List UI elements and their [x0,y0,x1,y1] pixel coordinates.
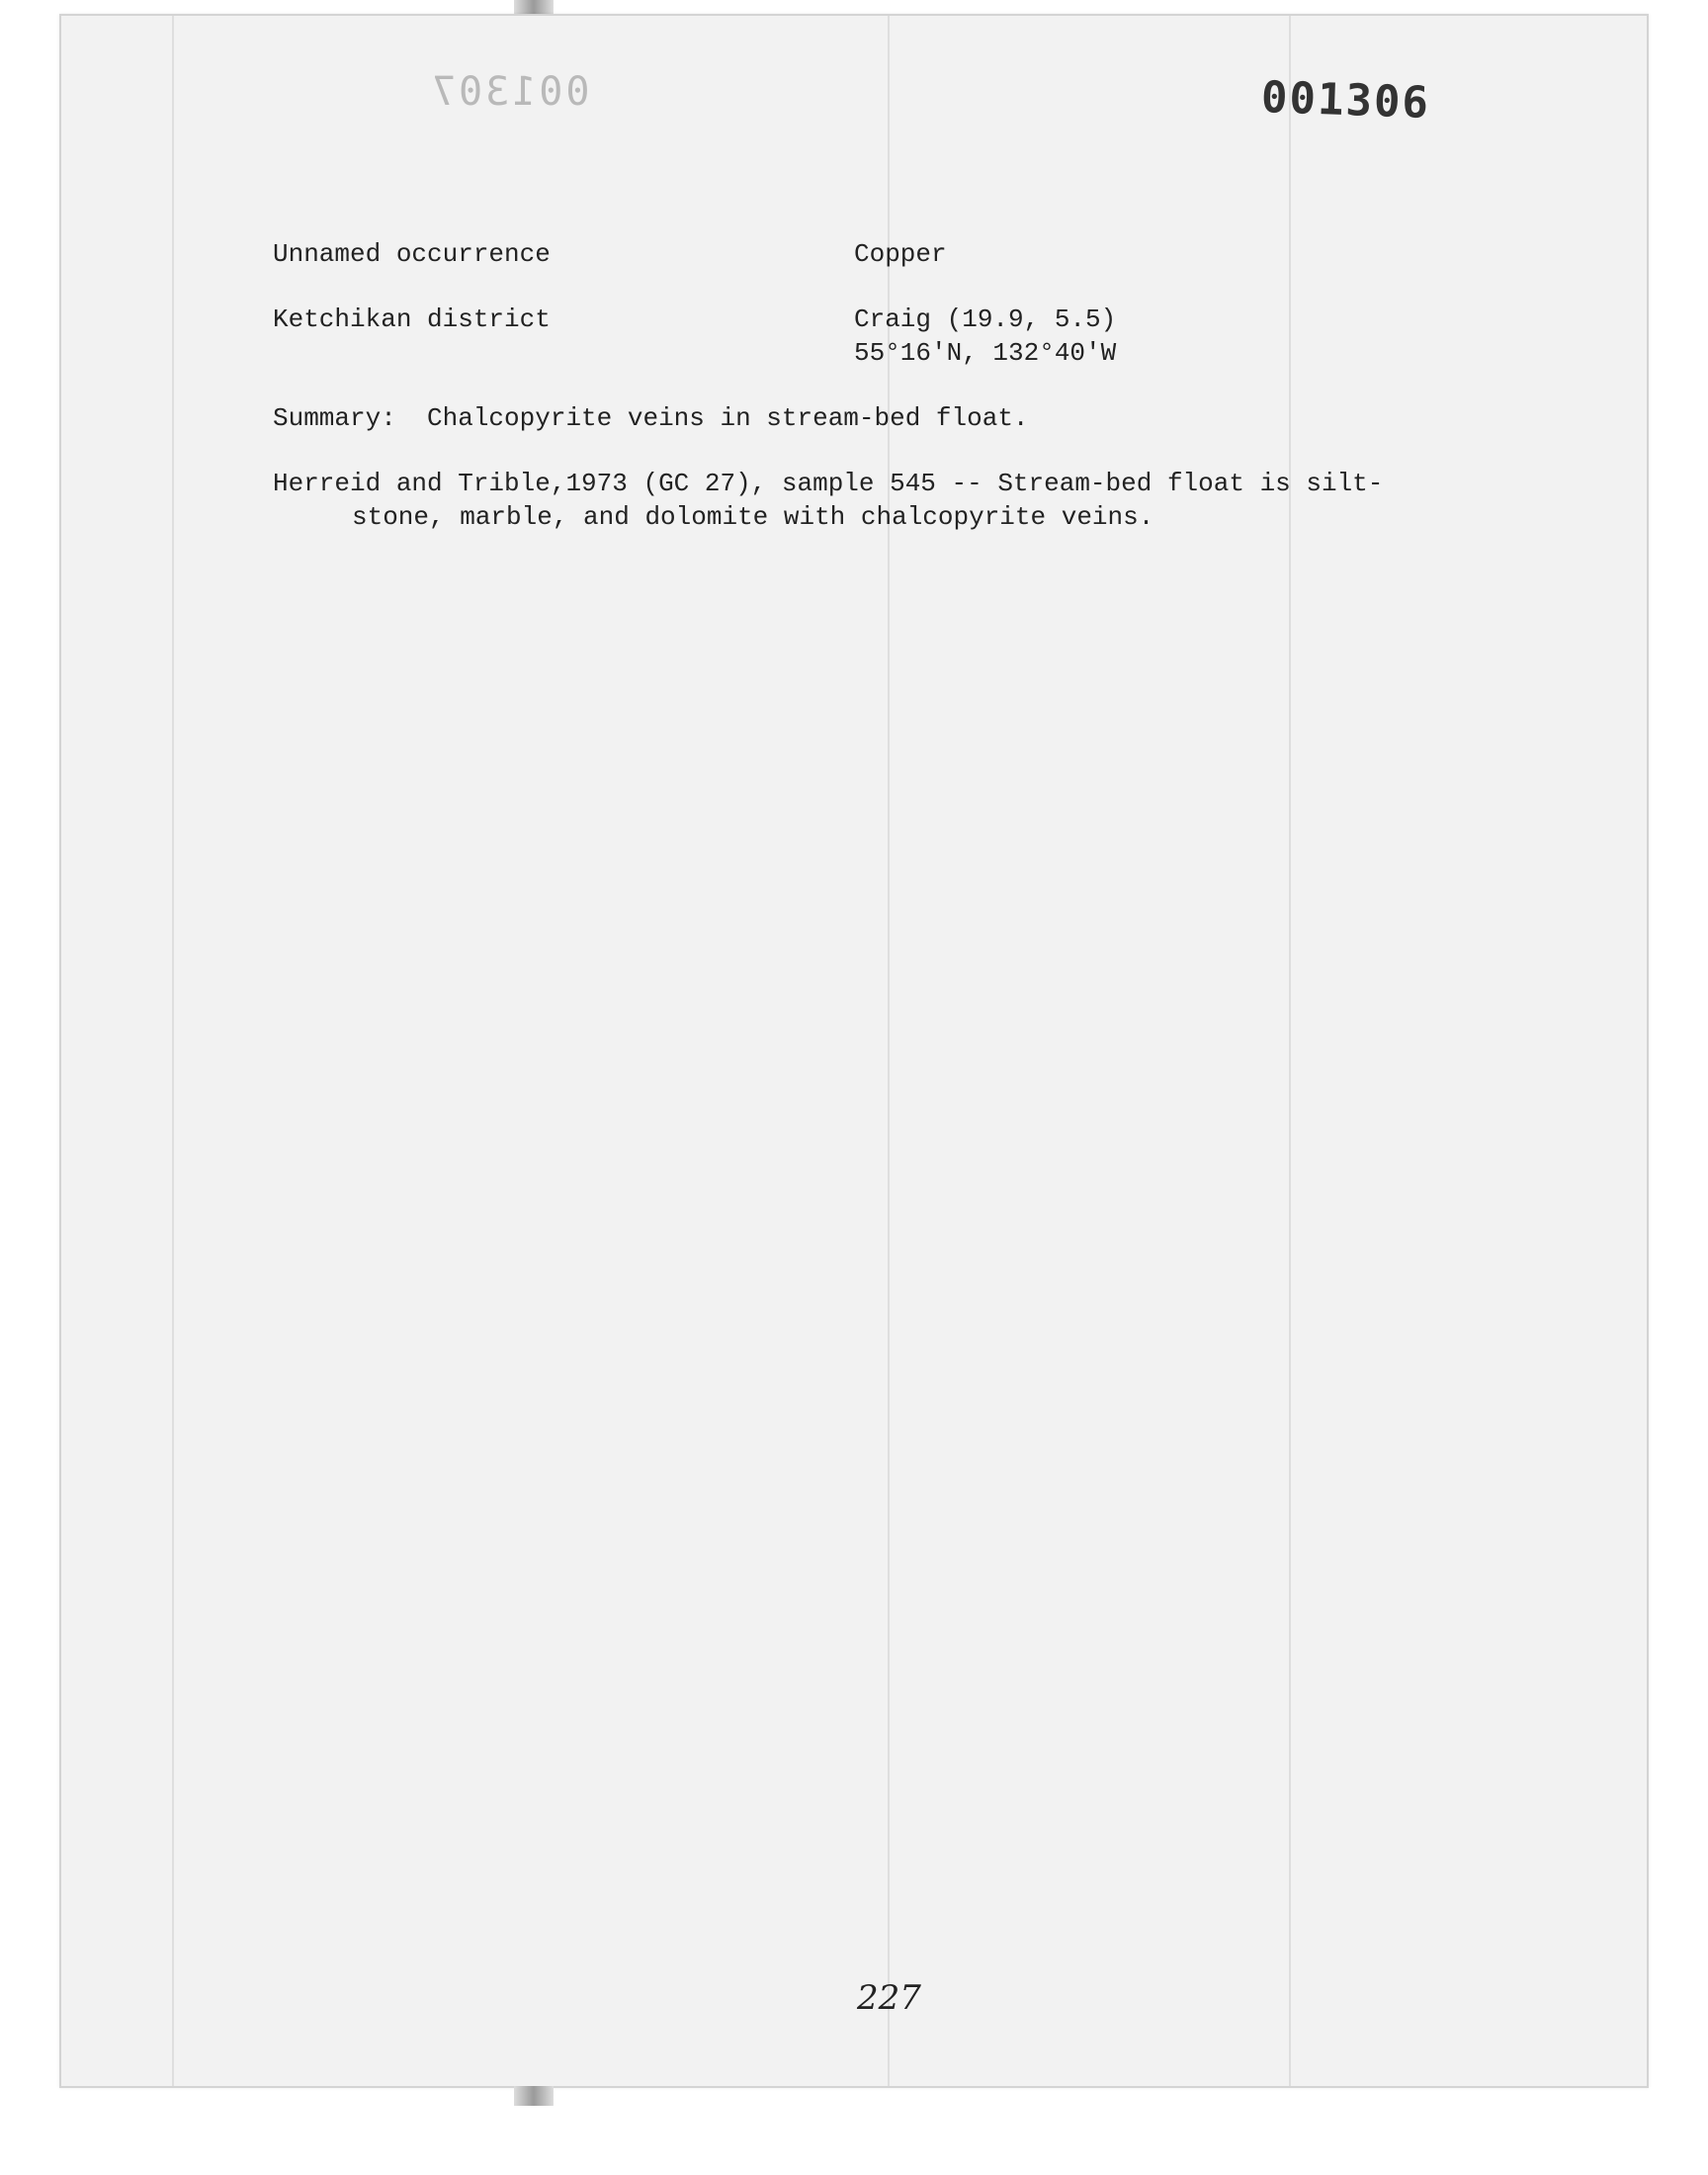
district: Ketchikan district [273,304,551,334]
scan-mark-top [514,0,554,14]
document-number-stamp: 001306 [1260,72,1431,129]
coordinates: 55°16'N, 132°40'W [854,338,1117,368]
handwritten-page-number: 227 [857,1978,921,2018]
reference-line-1: Herreid and Trible,1973 (GC 27), sample 545 -- Stream-bed float is silt- [273,469,1384,498]
summary-line: Summary: Chalcopyrite veins in stream-bed float. [273,403,1029,433]
document-page [59,14,1649,2088]
mirrored-stamp-number: 001307 [429,69,590,115]
scan-bottom-margin [0,2106,1708,2175]
commodity: Copper [854,239,947,269]
scan-line-left [172,16,174,2086]
scan-line-right [1289,16,1291,2086]
reference-line-2: stone, marble, and dolomite with chalcopyrite veins. [352,502,1154,532]
occurrence-name: Unnamed occurrence [273,239,551,269]
quadrangle: Craig (19.9, 5.5) [854,304,1117,334]
scan-mark-bottom [514,2086,554,2106]
